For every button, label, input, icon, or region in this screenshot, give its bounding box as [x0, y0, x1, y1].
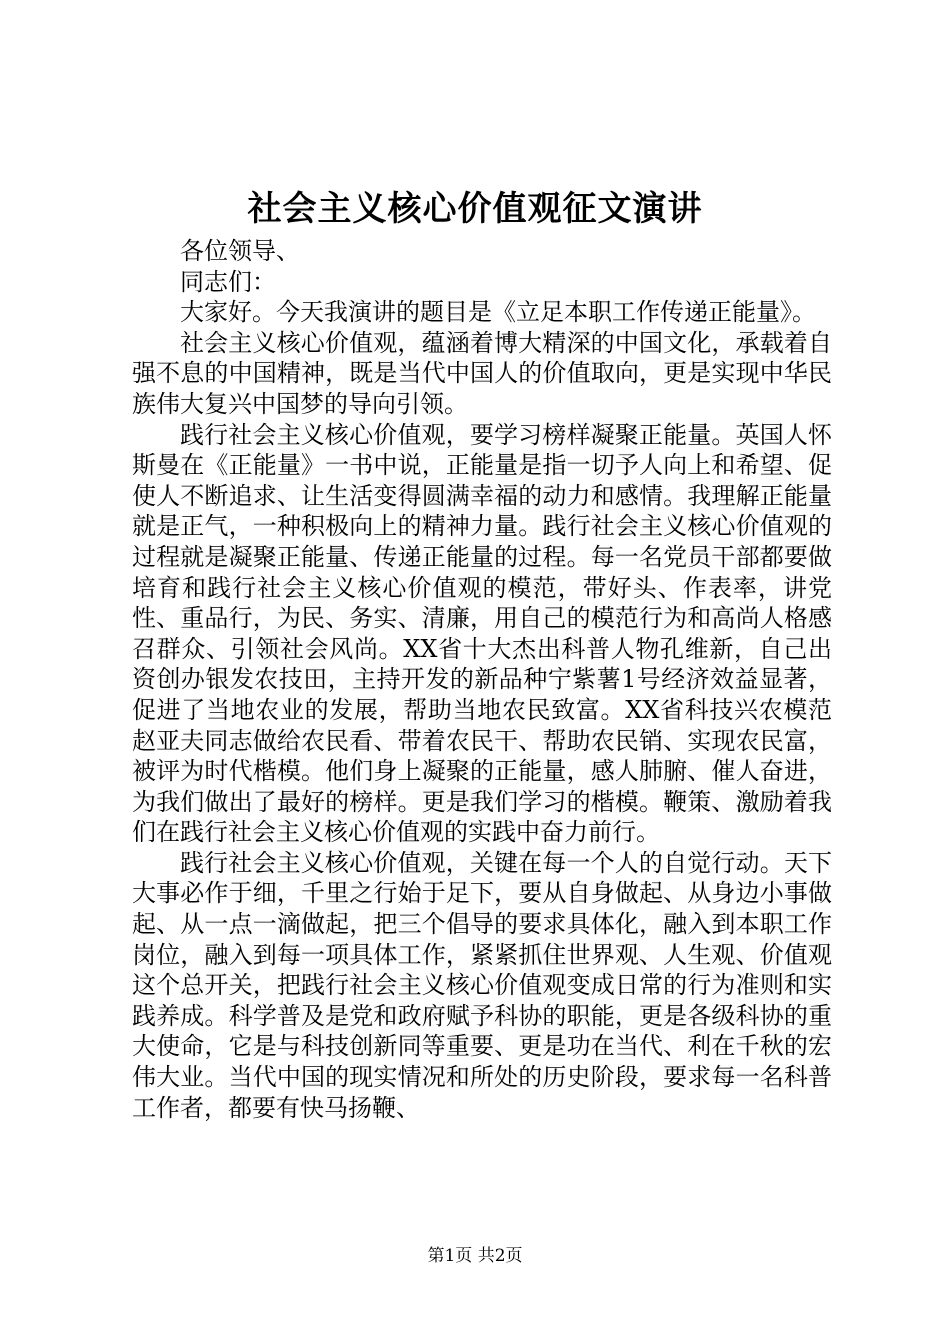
salutation-line-2: 同志们：: [180, 267, 276, 296]
paragraph-self-action: 践行社会主义核心价值观，关键在每一个人的自觉行动。天下大事必作于细，千里之行始于足下，要从自身做起、从身边小事做起、从一点一滴做起，把三个倡导的要求具体化，融入到本职工作岗位，融入到每一项具体工作，紧紧抓住世界观、人生观、价值观这个总开关，把践行社会主义核心价值观变成日常的行为准则和实践养成。科学普及是党和政府赋予科协的职能，更是各级科协的重大使命，它是与科技创新同等重要、更是功在当代、利在千秋的宏伟大业。当代中国的现实情况和所处的历史阶段，要求每一名科普工作者，都要有快马扬鞭、: [132, 848, 832, 1122]
page-number: 第1页 共2页: [427, 1246, 523, 1266]
paragraph-core-values: 社会主义核心价值观，蕴涵着博大精深的中国文化，承载着自强不息的中国精神，既是当代中国人的价值取向，更是实现中华民族伟大复兴中国梦的导向引领。: [132, 328, 832, 418]
document-title: 社会主义核心价值观征文演讲: [247, 189, 703, 229]
greeting-paragraph: 大家好。今天我演讲的题目是《立足本职工作传递正能量》。: [180, 298, 816, 327]
document-body: [132, 236, 832, 1123]
salutation-line-1: 各位领导、: [180, 237, 300, 265]
paragraph-role-models: 践行社会主义核心价值观，要学习榜样凝聚正能量。英国人怀斯曼在《正能量》一书中说，正能量是指一切予人向上和希望、促使人不断追求、让生活变得圆满幸福的动力和感情。我理解正能量就是正气，一种积极向上的精神力量。践行社会主义核心价值观的过程就是凝聚正能量、传递正能量的过程。每一名党员干部都要做培育和践行社会主义核心价值观的模范，带好头、作表率，讲党性、重品行，为民、务实、清廉，用自己的模范行为和高尚人格感召群众、引领社会风尚。XX省十大杰出科普人物孔维新，自己出资创办银发农技田，主持开发的新品种宁紫薯1号经济效益显著，促进了当地农业的发展，帮助当地农民致富。XX省科技兴农模范赵亚夫同志做给农民看、带着农民干、帮助农民销、实现农民富，被评为时代楷模。他们身上凝聚的正能量，感人肺腑、催人奋进，为我们做出了最好的榜样。更是我们学习的楷模。鞭策、激励着我们在践行社会主义核心价值观的实践中奋力前行。: [132, 420, 832, 847]
